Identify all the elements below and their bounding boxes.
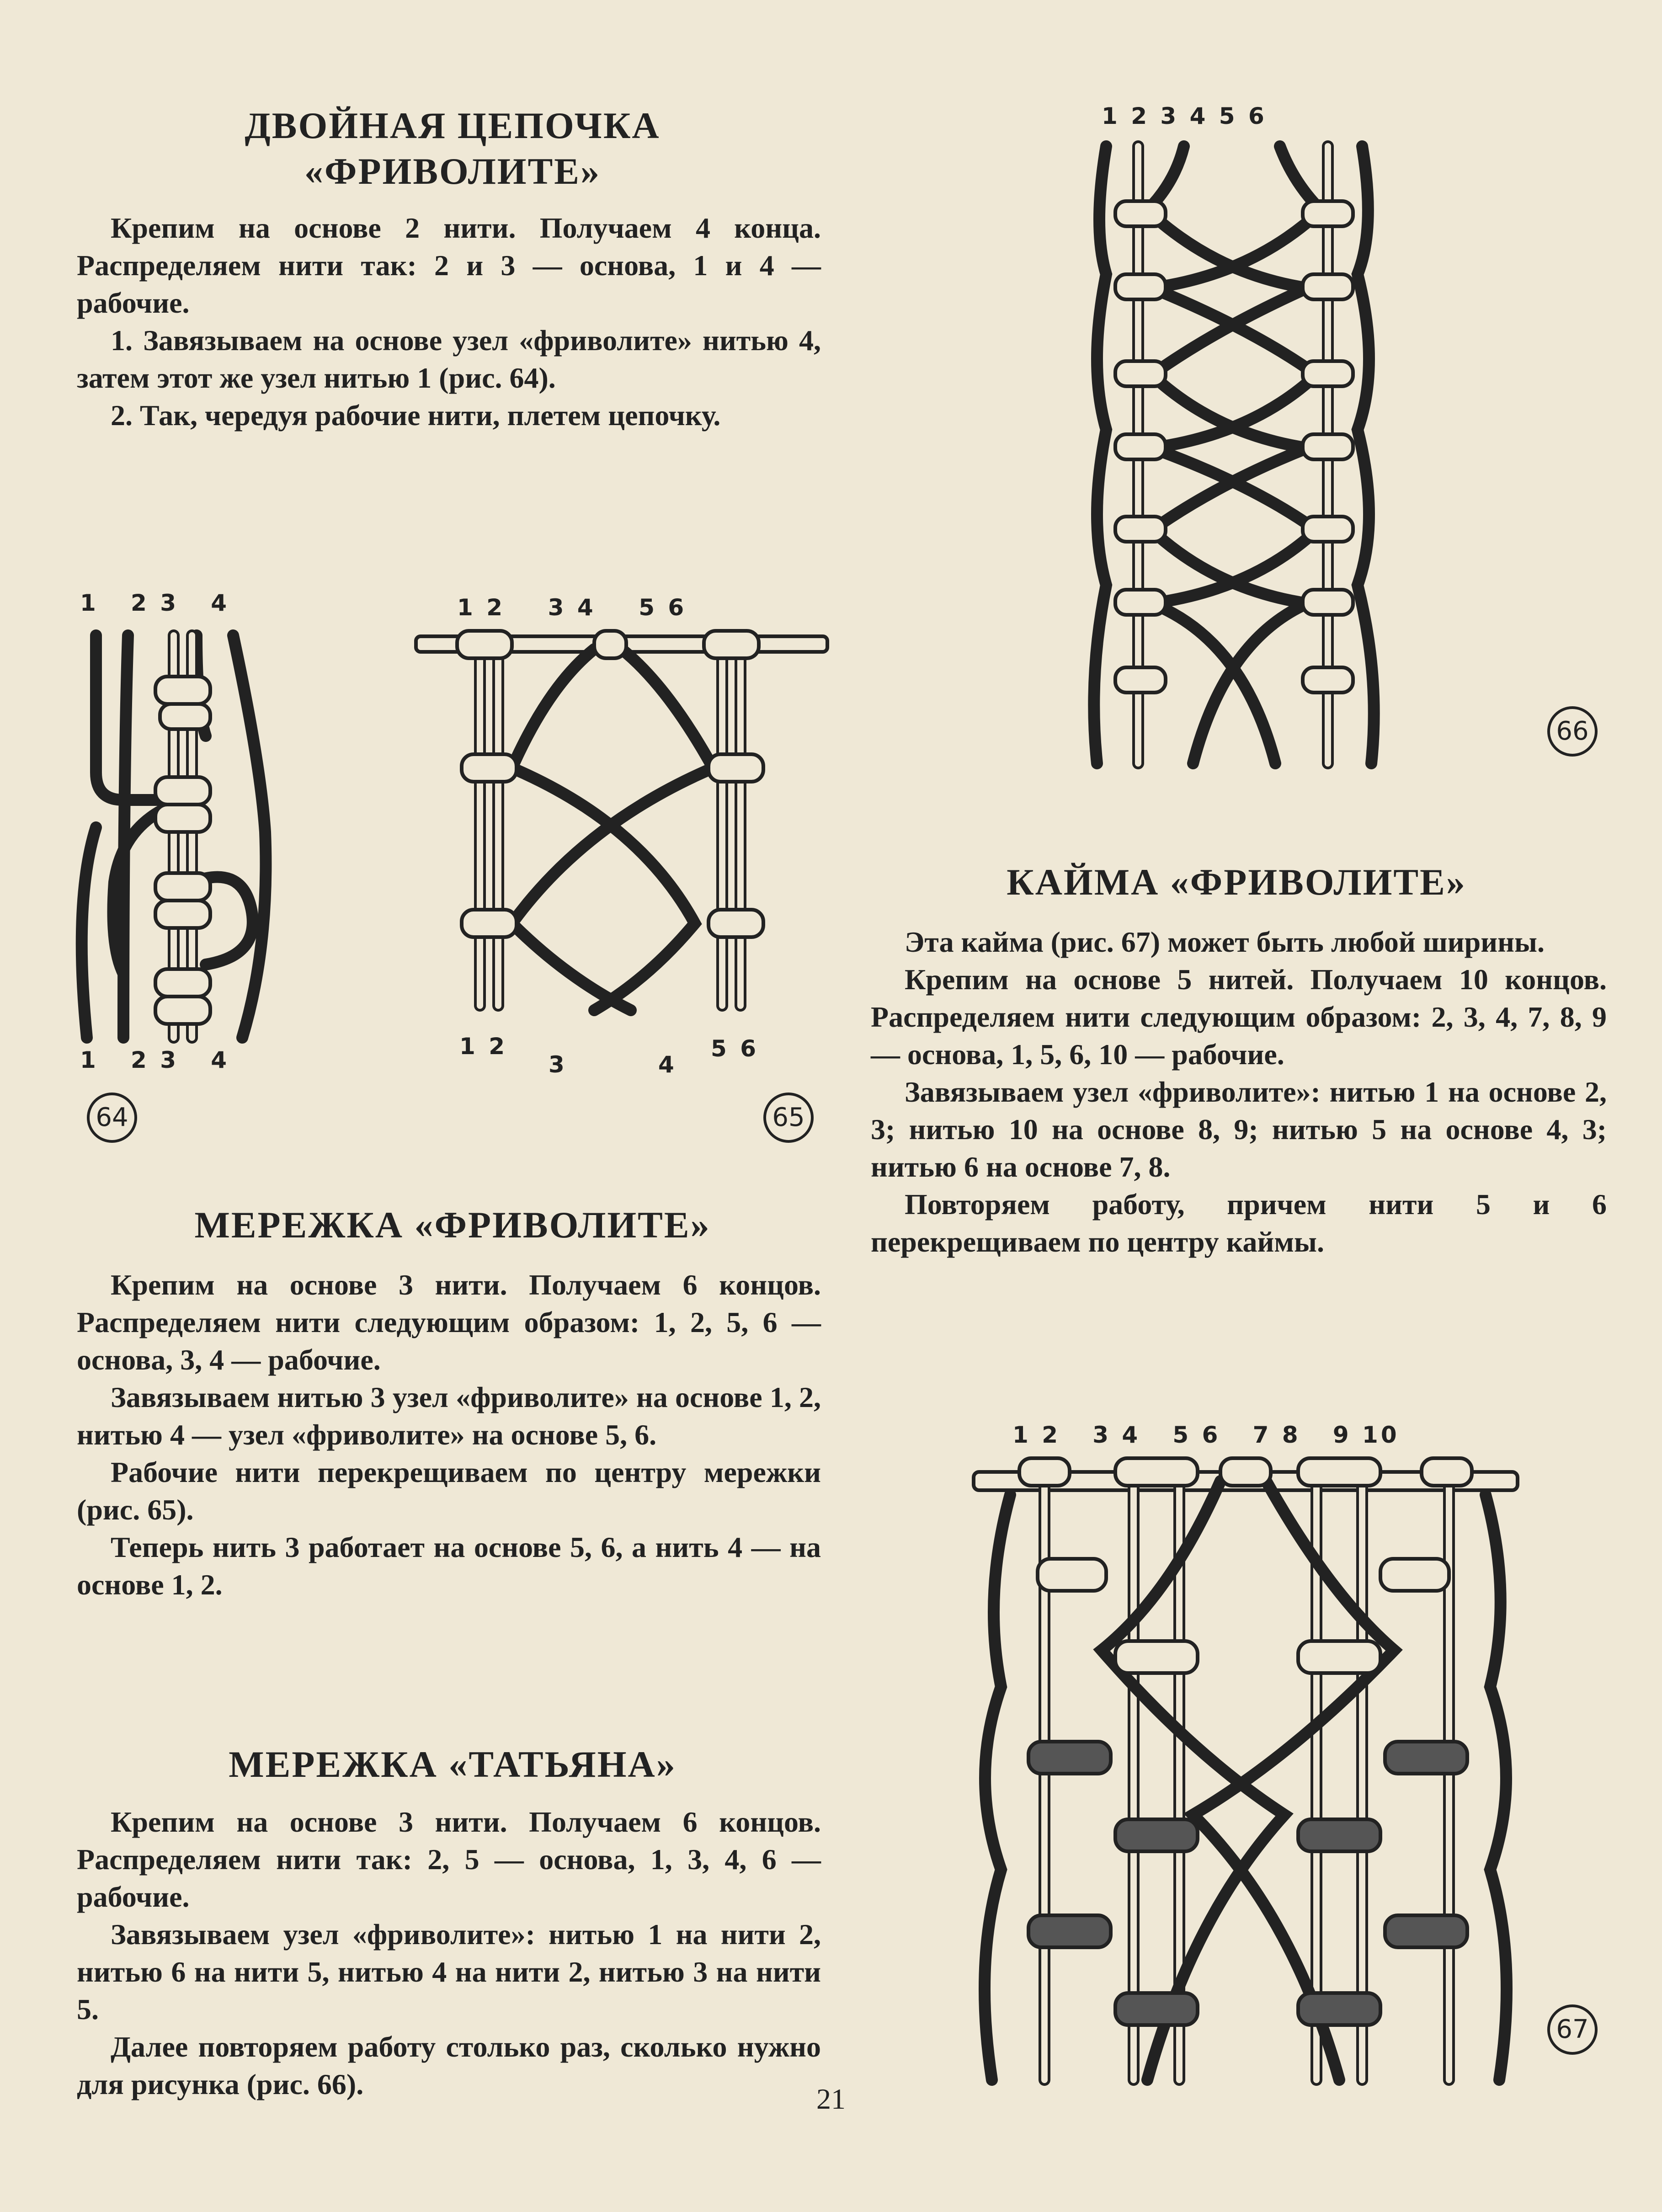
paragraph: 1. Завязываем на основе узел «фриволите» нитью 4, затем этот же узел нитью 1 (рис. 64). [77, 324, 821, 394]
fig64-bottom-labels: 1 2 3 4 [80, 1047, 230, 1073]
fig65-number-badge: 65 [763, 1093, 814, 1143]
fig64-top-labels: 1 2 3 4 [80, 590, 230, 616]
section-title-mesh-tatiana: МЕРЕЖКА «ТАТЬЯНА» [229, 1743, 677, 1785]
fig66-top-labels: 1 2 3 4 5 6 [1102, 103, 1267, 129]
paragraph: 2. Так, чередуя рабочие нити, плетем цепочку. [111, 399, 721, 432]
paragraph: Рабочие нити перекрещиваем по центру мережки (рис. 65). [77, 1456, 821, 1526]
fig65-top-labels: 1 2 3 4 5 6 [457, 594, 687, 621]
fig67-number-badge: 67 [1547, 2004, 1598, 2055]
fig66-number-badge: 66 [1547, 706, 1598, 757]
fig67-illustration [964, 1458, 1522, 2084]
paragraph: Завязываем нитью 3 узел «фриволите» на основе 1, 2, нитью 4 — узел «фриволите» на основе 5, 6. [77, 1381, 821, 1451]
fig65-bottom-label-3: 3 [549, 1051, 567, 1078]
fig66-illustration [1079, 137, 1399, 768]
section-text-mesh-frivolite [77, 1266, 821, 1604]
section-title-mesh-frivolite: МЕРЕЖКА «ФРИВОЛИТЕ» [194, 1204, 711, 1246]
page-number: 21 [816, 2083, 846, 2115]
paragraph: Далее повторяем работу столько раз, сколько нужно для рисунка (рис. 66). [77, 2031, 821, 2100]
paragraph: Завязываем узел «фриволите»: нитью 1 на основе 2, 3; нитью 10 на основе 8, 9; нитью 5 на основе 4, 3; нитью 6 на основе 7, 8. [871, 1076, 1607, 1183]
section-title-double-chain: ДВОЙНАЯ ЦЕПОЧКА «ФРИВОЛИТЕ» [245, 105, 661, 192]
paragraph: Теперь нить 3 работает на основе 5, 6, а нить 4 — на основе 1, 2. [77, 1531, 821, 1601]
paragraph: Крепим на основе 3 нити. Получаем 6 концов. Распределяем нити так: 2, 5 — основа, 1, 3, 4, 6 — рабочие. [77, 1806, 821, 1913]
section-title-border-frivolite: КАЙМА «ФРИВОЛИТЕ» [1007, 861, 1466, 903]
fig65-illustration [411, 631, 832, 1042]
fig64-illustration [69, 626, 306, 1042]
fig65-bottom-label-4: 4 [658, 1051, 677, 1078]
fig65-bottom-label-12: 1 2 [459, 1033, 507, 1060]
paragraph: Крепим на основе 2 нити. Получаем 4 конца. Распределяем нити так: 2 и 3 — основа, 1 и 4 — рабочие. [77, 212, 821, 319]
section-text-mesh-tatiana [77, 1803, 821, 2103]
paragraph: Эта кайма (рис. 67) может быть любой ширины. [905, 926, 1545, 958]
fig64-number-badge: 64 [87, 1093, 137, 1143]
section-text-border-frivolite [871, 923, 1607, 1261]
fig65-bottom-label-56: 5 6 [711, 1035, 759, 1062]
paragraph: Крепим на основе 5 нитей. Получаем 10 концов. Распределяем нити следующим образом: 2, 3, 4, 7, 8, 9 — основа, 1, 5, 6, 10 — рабочие. [871, 963, 1607, 1071]
section-text-double-chain [77, 209, 821, 434]
paragraph: Крепим на основе 3 нити. Получаем 6 концов. Распределяем нити следующим образом: 1, 2, 5, 6 — основа, 3, 4 — рабочие. [77, 1269, 821, 1376]
fig67-top-labels: 1 2 3 4 5 6 7 8 9 10 [1012, 1422, 1400, 1448]
paragraph: Завязываем узел «фриволите»: нитью 1 на нити 2, нитью 6 на нити 5, нитью 4 на нити 2, нитью 3 на нити 5. [77, 1918, 821, 2025]
paragraph: Повторяем работу, причем нити 5 и 6 перекрещиваем по центру каймы. [871, 1188, 1607, 1258]
